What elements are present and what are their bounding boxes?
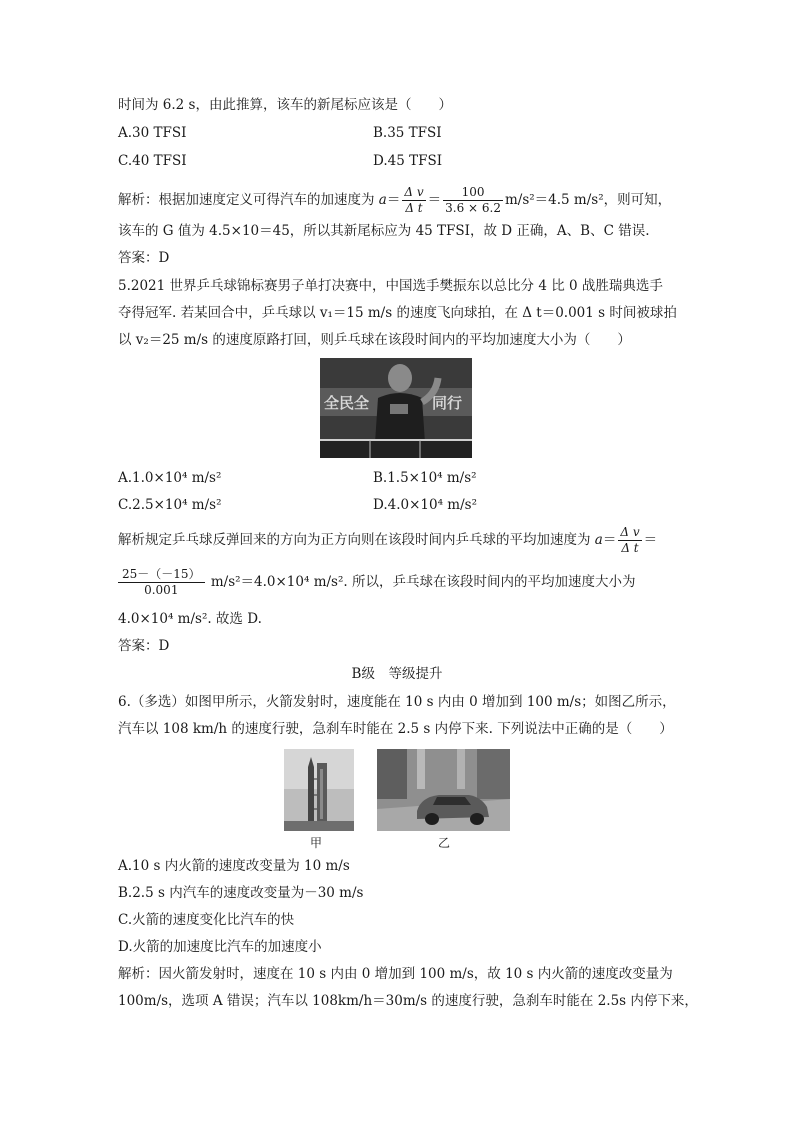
q5-frac2-den: 0.001 — [144, 583, 179, 597]
car-driving-photo — [377, 749, 510, 831]
q6-option-b: B.2.5 s 内汽车的速度改变量为－30 m/s — [118, 885, 364, 901]
q6-analysis-line2: 100m/s，选项 A 错误；汽车以 108km/h＝30m/s 的速度行驶，急刹车时能在 2.5s 内停下来， — [118, 993, 698, 1009]
photo-banner-right: 同行 — [432, 394, 463, 412]
q4-frac1-den: Δ t — [405, 201, 423, 215]
q4-fraction-dv-dt — [402, 185, 425, 216]
table-tennis-photo-drawing — [320, 358, 472, 458]
q4-a-var: a — [378, 192, 387, 208]
q4-analysis-prefix: 解析：根据加速度定义可得汽车的加速度为 — [118, 192, 379, 208]
q4-option-a: A.30 TFSI — [118, 125, 187, 141]
q4-analysis-line1 — [118, 183, 671, 217]
q6-option-a: A.10 s 内火箭的速度改变量为 10 m/s — [118, 858, 350, 874]
q4-stem-tail: 时间为 6.2 s，由此推算，该车的新尾标应该是（ ） — [118, 97, 452, 113]
q5-frac1-den: Δ t — [621, 541, 639, 555]
q4-answer: 答案：D — [118, 250, 170, 266]
q5-analysis-text2: m/s²＝4.0×10⁴ m/s². 所以，乒乓球在该段时间内的平均加速度大小为 — [206, 574, 636, 590]
section-b-heading: B级 等级提升 — [351, 666, 443, 682]
q6-stem-line1: 6.（多选）如图甲所示，火箭发射时，速度能在 10 s 内由 0 增加到 100 m/s；如图乙所示， — [118, 694, 676, 710]
q5-analysis-line2 — [118, 564, 635, 600]
q5-option-d: D.4.0×10⁴ m/s² — [373, 497, 477, 513]
q4-option-d: D.45 TFSI — [373, 153, 443, 169]
q5-stem-line1: 5.2021 世界乒乓球锦标赛男子单打决赛中，中国选手樊振东以总比分 4 比 0 战胜瑞典选手 — [118, 278, 663, 294]
q5-answer: 答案：D — [118, 638, 170, 654]
q5-eq: ＝ — [602, 532, 617, 548]
caption-jia: 甲 — [310, 836, 323, 850]
q4-frac1-num: Δ v — [404, 185, 424, 199]
q5-analysis-line1 — [118, 523, 657, 557]
q4-analysis-suffix: m/s²＝4.5 m/s²，则可知， — [504, 192, 672, 208]
q6-option-d: D.火箭的加速度比汽车的加速度小 — [118, 939, 322, 955]
q5-stem-line2: 夺得冠军. 若某回合中，乒乓球以 v₁＝15 m/s 的速度飞向球拍，在 Δ t＝0.001 s 时间被球拍 — [118, 305, 677, 321]
q5-option-b: B.1.5×10⁴ m/s² — [373, 470, 477, 486]
q4-fraction-values — [443, 185, 503, 216]
q6-stem-line2: 汽车以 108 km/h 的速度行驶，急刹车时能在 2.5 s 内停下来. 下列说法中正确的是（ ） — [118, 721, 673, 737]
q4-eq: ＝ — [386, 192, 401, 208]
q4-eq2: ＝ — [427, 192, 442, 208]
q5-frac1-num: Δ v — [620, 525, 640, 539]
caption-yi: 乙 — [438, 836, 451, 850]
table-tennis-player-photo — [320, 358, 472, 458]
q5-eq2: ＝ — [643, 532, 658, 548]
rocket-photo-drawing — [284, 749, 354, 831]
rocket-launch-photo — [284, 749, 354, 831]
q5-option-c: C.2.5×10⁴ m/s² — [118, 497, 222, 513]
q5-stem-line3: 以 v₂＝25 m/s 的速度原路打回，则乒乓球在该段时间内的平均加速度大小为（ ） — [118, 332, 631, 348]
q5-option-a: A.1.0×10⁴ m/s² — [118, 470, 222, 486]
q5-frac2-num: 25－（－15） — [118, 567, 205, 583]
photo-banner-left: 全民全 — [324, 394, 370, 412]
q4-option-b: B.35 TFSI — [373, 125, 442, 141]
q6-option-c: C.火箭的速度变化比汽车的快 — [118, 912, 295, 928]
q4-frac2-den: 3.6 × 6.2 — [445, 201, 501, 215]
q6-analysis-line1: 解析：因火箭发射时，速度在 10 s 内由 0 增加到 100 m/s，故 10 s 内火箭的速度改变量为 — [118, 966, 673, 982]
q4-frac2-num: 100 — [443, 185, 503, 201]
car-photo-drawing — [377, 749, 510, 831]
q4-analysis-line2: 该车的 G 值为 4.5×10＝45，所以其新尾标应为 45 TFSI，故 D 正确，A、B、C 错误. — [118, 223, 650, 239]
q5-fraction-dv-dt — [618, 525, 641, 556]
q5-a-var: a — [594, 532, 603, 548]
q5-fraction-values — [118, 567, 205, 598]
q5-analysis-line3: 4.0×10⁴ m/s². 故选 D. — [118, 611, 262, 627]
q5-analysis-text1: 解析规定乒乓球反弹回来的方向为正方向则在该段时间内乒乓球的平均加速度为 — [118, 532, 595, 548]
q4-option-c: C.40 TFSI — [118, 153, 187, 169]
